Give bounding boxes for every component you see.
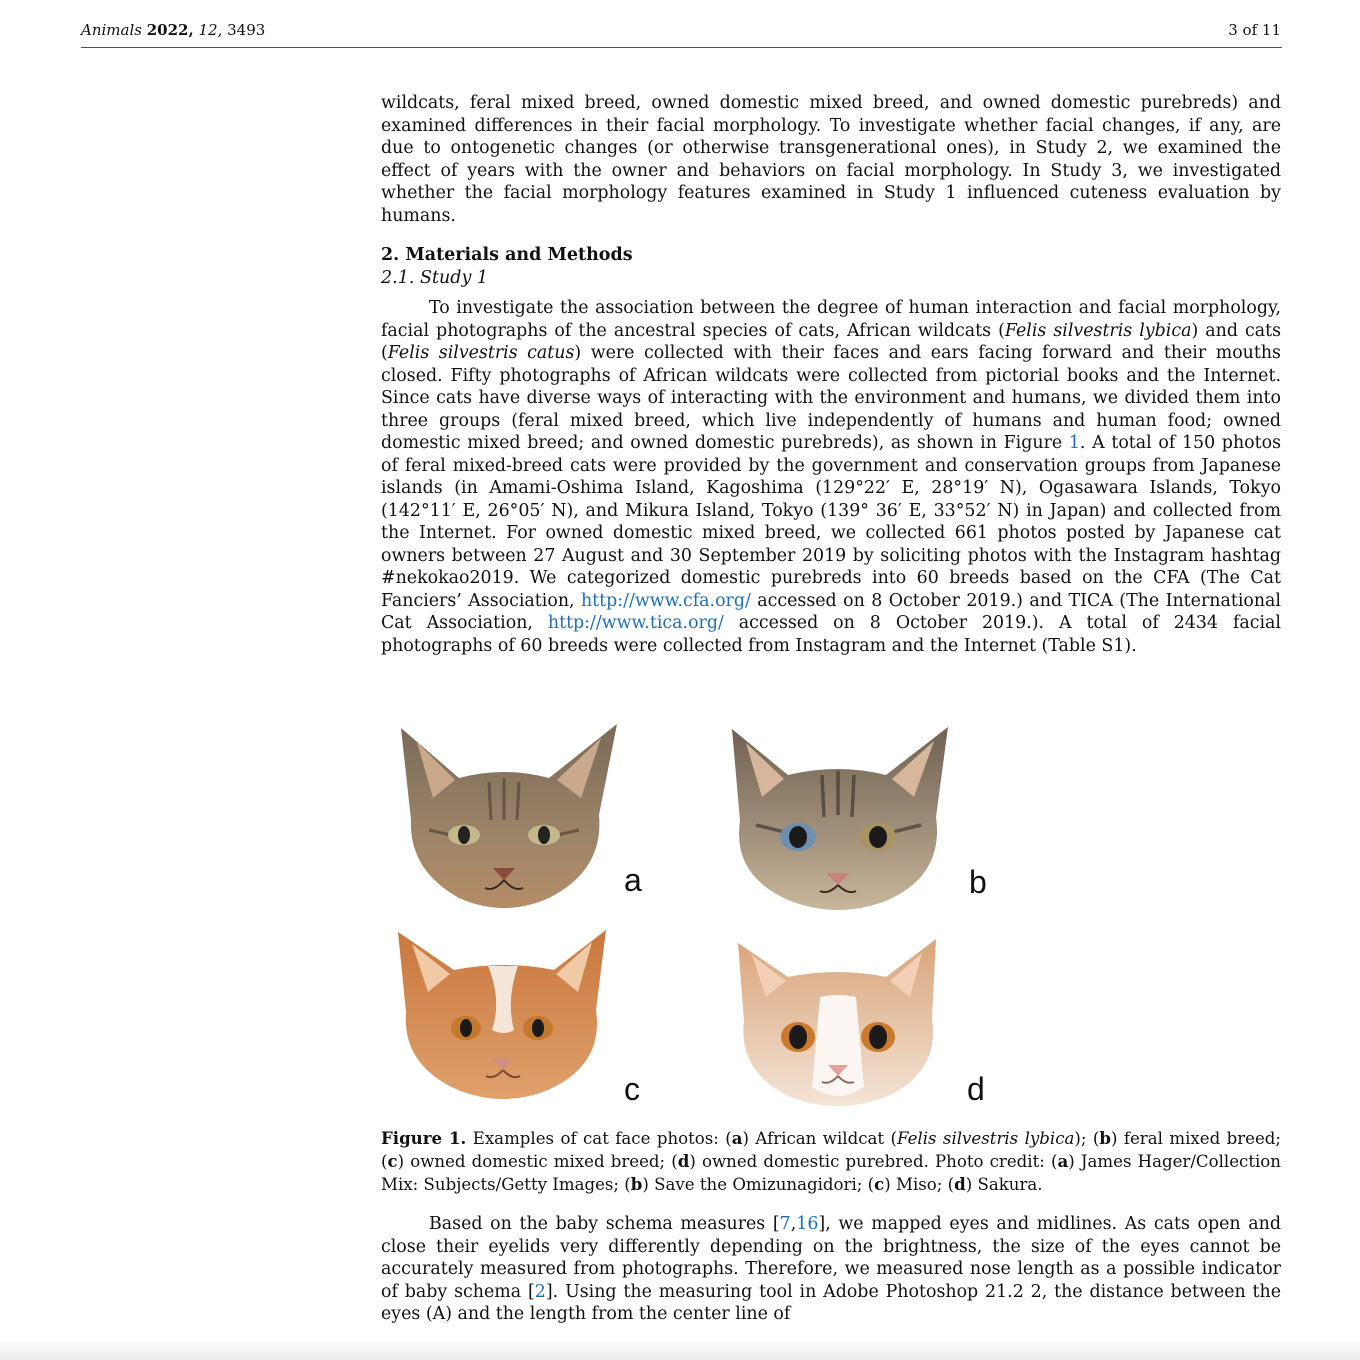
reference-16-link[interactable]: 16 [796, 1214, 819, 1234]
journal-year: 2022, [146, 21, 194, 39]
panel-letter-d: d [967, 1071, 985, 1107]
journal-volume: 12, [198, 21, 223, 39]
figure-1-link[interactable]: 1 [1068, 433, 1080, 453]
tica-url-link[interactable]: http://www.tica.org/ [547, 613, 724, 633]
reference-7-link[interactable]: 7 [779, 1214, 791, 1234]
intro-paragraph [381, 92, 1281, 227]
panel-letter-c: c [624, 1071, 640, 1107]
panel-letter-b: b [969, 864, 987, 900]
figure-1 [381, 715, 1021, 1115]
running-header [81, 18, 1281, 42]
cat-face-photo-c [396, 930, 611, 1109]
intro-text: wildcats, feral mixed breed, owned domestic mixed breed, and owned domestic purebreds) and examined differences in their facial morphology. To investigate whether facial changes, if any, are due to ontogenetic changes (or otherwise transgenerational ones), in Study 2, we examined the effect of years with the owner and behaviors on facial morphology. In Study 3, we investigated whether the facial morphology features examined in Study 1 influenced cuteness evaluation by humans. [381, 93, 1281, 226]
species-name: Felis silvestris lybica [896, 1129, 1075, 1148]
figure-1-caption: Figure 1. Examples of cat face photos: (a) African wildcat (Felis silvestris lybica); (b) feral mixed breed; (c) owned domestic mixed breed; (d) owned domestic purebred. Photo credit: (a) James Hager/Collection Mix: Subjects/Getty Images; (b) Save the Omizunagidori; (c) Miso; (d) Sakura. [381, 1128, 1282, 1194]
cfa-url-link[interactable]: http://www.cfa.org/ [580, 590, 751, 611]
reference-2-link[interactable]: 2 [534, 1281, 546, 1302]
study1-paragraph [381, 297, 1281, 657]
page-number: 3 of 11 [1228, 21, 1281, 39]
subsection-title: 2.1. Study 1 [381, 268, 489, 288]
species-name: Felis silvestris catus [387, 343, 575, 363]
panel-letter-a: a [624, 862, 642, 898]
header-rule [81, 47, 1282, 48]
caption-label: Figure 1. [381, 1128, 467, 1148]
section-title: 2. Materials and Methods [381, 245, 633, 265]
page-bottom-shadow [0, 1338, 1360, 1360]
cat-face-photo-b [726, 725, 951, 921]
article-number: 3493 [227, 21, 266, 39]
species-name: Felis silvestris lybica [1004, 320, 1192, 341]
baby-schema-paragraph [381, 1213, 1281, 1326]
section-heading-block [381, 244, 1281, 290]
study1-text: To investigate the association between the degree of human interaction and facial morphology, facial photographs of the ancestral species of cats, African wildcats (Felis silvestris lybica) and cats (Felis silvestris catus) were collected with their faces and ears facing forward and their mouths closed. Fifty photographs of African wildcats were collected from pictorial books and the Internet. Since cats have diverse ways of interacting with the environment and humans, we divided them into three groups (feral mixed breed, which live independently of humans and human food; owned domestic mixed breed; and owned domestic purebreds), as shown in Figure 1. A total of 150 photos of feral mixed-breed cats were provided by the government and conservation groups from Japanese islands (in Amami-Oshima Island, Kagoshima (129°22′ E, 28°19′ N), Ogasawara Islands, Tokyo (142°11′ E, 26°05′ N), and Mikura Island, Tokyo (139° 36′ E, 33°52′ N) in Japan) and collected from the Internet. For owned domestic mixed breed, we collected 661 photos posted by Japanese cat owners between 27 August and 30 September 2019 by soliciting photos with the Instagram hashtag #nekokao2019. We categorized domestic purebreds into 60 breeds based on the CFA (The Cat Fanciers’ Association, http://www.cfa.org/ accessed on 8 October 2019.) and TICA (The International Cat Association, http://www.tica.org/ accessed on 8 October 2019.). A total of 2434 facial photographs of 60 breeds were collected from Instagram and the Internet (Table S1). [381, 298, 1282, 656]
journal-name: Animals [81, 21, 142, 39]
cat-face-photo-d [736, 937, 941, 1116]
journal-citation [81, 18, 265, 42]
baby-schema-text: Based on the baby schema measures [7,16], we mapped eyes and midlines. As cats open and close their eyelids very differently depending on the brightness, the size of the eyes cannot be accurately measured from photographs. Therefore, we measured nose length as a possible indicator of baby schema [2]. Using the measuring tool in Adobe Photoshop 21.2 2, the distance between the eyes (A) and the length from the center line of [381, 1214, 1281, 1324]
cat-face-photo-a [389, 720, 619, 919]
